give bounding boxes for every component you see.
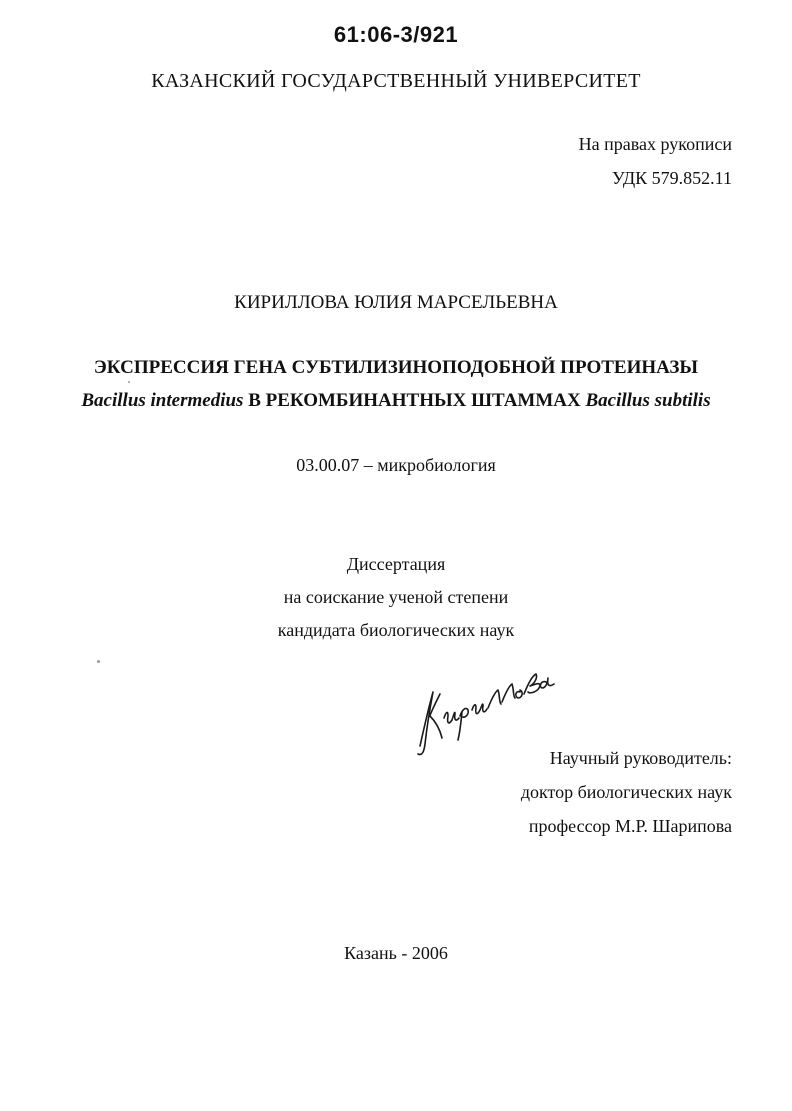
university-name: КАЗАНСКИЙ ГОСУДАРСТВЕННЫЙ УНИВЕРСИТЕТ bbox=[151, 70, 641, 92]
scan-speck bbox=[97, 660, 100, 663]
supervisor-label: Научный руководитель: bbox=[549, 748, 732, 768]
thesis-title-line1: ЭКСПРЕССИЯ ГЕНА СУБТИЛИЗИНОПОДОБНОЙ ПРОТЕИНАЗЫ bbox=[93, 357, 699, 378]
species-name-b: Bacillus subtilis bbox=[585, 390, 711, 411]
scan-speck bbox=[128, 381, 130, 383]
supervisor-degree: доктор биологических наук bbox=[520, 782, 732, 802]
dissertation-purpose: на соискание ученой степени bbox=[283, 587, 509, 607]
title-connector: В РЕКОМБИНАНТНЫХ ШТАММАХ bbox=[243, 390, 586, 411]
archive-code: 61:06-3/921 bbox=[333, 22, 459, 47]
specialty-code: 03.00.07 – микробиология bbox=[296, 455, 496, 475]
species-name-a: Bacillus intermedius bbox=[81, 390, 244, 411]
udk-code: УДК 579.852.11 bbox=[611, 168, 732, 188]
manuscript-rights: На правах рукописи bbox=[578, 134, 732, 154]
city-year: Казань - 2006 bbox=[344, 943, 448, 963]
dissertation-degree: кандидата биологических наук bbox=[277, 620, 515, 640]
dissertation-type: Диссертация bbox=[346, 554, 446, 574]
author-name: КИРИЛЛОВА ЮЛИЯ МАРСЕЛЬЕВНА bbox=[234, 292, 558, 313]
supervisor-name: профессор М.Р. Шарипова bbox=[528, 816, 732, 836]
handwritten-signature bbox=[400, 648, 560, 758]
thesis-title-line2 bbox=[0, 390, 792, 412]
